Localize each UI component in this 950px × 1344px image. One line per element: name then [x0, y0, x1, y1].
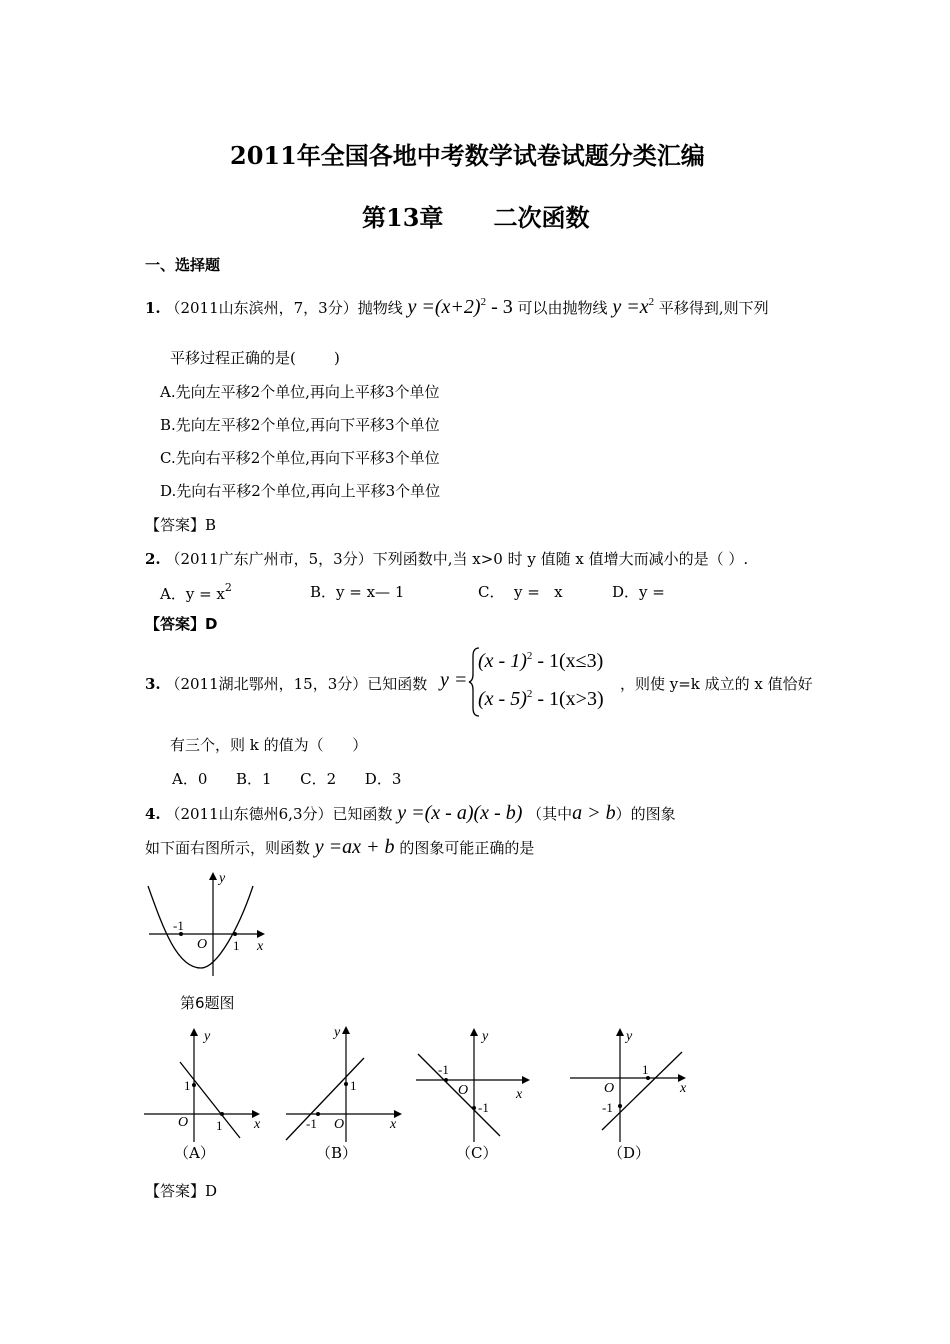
question-1	[145, 296, 769, 319]
q2-option-c: C． y = x	[478, 583, 563, 601]
parabola-one-label: 1	[233, 938, 240, 953]
q3-lhs: y =	[440, 669, 468, 691]
q3-line2: 有三个，则 k 的值为（ ）	[170, 736, 368, 754]
question-2	[145, 548, 748, 569]
parabola-figure	[145, 868, 275, 978]
q1-option-a: A.先向左平移2个单位,再向上平移3个单位	[160, 383, 440, 401]
graph-c-y-label: y	[482, 1029, 489, 1044]
graph-c-x-intercept-label: -1	[438, 1062, 449, 1077]
graph-b-x-intercept-label: -1	[306, 1116, 317, 1131]
graph-d	[566, 1022, 696, 1144]
q4-condition: a > b	[572, 802, 616, 824]
q3-number: 3.	[145, 675, 161, 693]
graph-d-origin-label: O	[604, 1081, 615, 1096]
parabola-x-label: x	[257, 939, 264, 954]
parabola-origin-label: O	[197, 937, 208, 952]
graph-c-y-intercept-label: -1	[478, 1100, 489, 1115]
graph-d-y-intercept-label: -1	[602, 1100, 613, 1115]
q3-source: （2011湖北鄂州，15，3分）已知函数	[165, 675, 428, 693]
graph-a-y-intercept-label: 1	[184, 1078, 191, 1093]
graph-c-origin-label: O	[458, 1083, 469, 1098]
q1-source: （2011山东滨州，7，3分）抛物线	[165, 299, 403, 317]
q3-tail: ，则使 y=k 成立的 x 值恰好	[620, 675, 813, 693]
chapter-title: 第13章 二次函数	[362, 203, 590, 232]
q3-case1: (x - 1)$^2$ - 1(x≤3)	[478, 650, 604, 672]
q1-formula2: $y =x^2$	[612, 296, 655, 318]
graph-b	[282, 1018, 412, 1144]
graph-d-x-label: x	[680, 1081, 687, 1096]
graph-c	[412, 1022, 542, 1144]
graph-b-x-label: x	[390, 1117, 397, 1132]
q1-tail: 平移得到,则下列	[658, 299, 769, 317]
q1-answer: 【答案】B	[145, 516, 217, 534]
q4-formula: y =(x - a)(x - b)	[397, 802, 523, 824]
graph-a-label: （A）	[174, 1144, 215, 1162]
q4-number: 4.	[145, 805, 161, 823]
q2-option-a: A．$y = x^2$	[160, 581, 232, 603]
q1-option-d: D.先向右平移2个单位,再向上平移3个单位	[160, 482, 441, 500]
graph-a-x-intercept-label: 1	[216, 1118, 223, 1133]
q4-source: （2011山东德州6,3分）已知函数	[165, 805, 393, 823]
graph-a-y-label: y	[204, 1029, 211, 1044]
question-4	[145, 802, 676, 825]
q1-formula1: $y =(x+2)^2 - 3$	[407, 296, 513, 318]
q4-paren-open: （其中	[527, 805, 573, 823]
page-title: 2011年全国各地中考数学试卷试题分类汇编	[230, 141, 705, 170]
graph-a-x-label: x	[254, 1117, 261, 1132]
q2-option-d: D．y =	[612, 583, 665, 601]
section-heading: 一、选择题	[145, 256, 221, 274]
q3-case2: (x - 5)$^2$ - 1(x>3)	[478, 688, 604, 710]
q2-number: 2.	[145, 550, 161, 568]
q4-answer: 【答案】D	[145, 1182, 218, 1200]
graph-b-origin-label: O	[334, 1117, 345, 1132]
graph-a	[140, 1022, 270, 1144]
parabola-y-label: y	[219, 871, 226, 886]
graph-b-label: （B）	[316, 1144, 358, 1162]
q2-option-b: B．y = x— 1	[310, 583, 405, 601]
q1-number: 1.	[145, 299, 161, 317]
q4-formula2: y =ax + b	[314, 836, 395, 858]
parabola-minus-one-label: -1	[173, 918, 184, 933]
q2-text: （2011广东广州市，5，3分）下列函数中,当 x>0 时 y 值随 x 值增大而减小的是（ ）.	[165, 550, 749, 568]
q1-mid: 可以由抛物线	[517, 299, 608, 317]
question-3	[145, 673, 427, 694]
q1-line2: 平移过程正确的是( )	[170, 349, 340, 367]
graph-d-x-intercept-label: 1	[642, 1062, 649, 1077]
graph-d-y-label: y	[626, 1029, 633, 1044]
q4-paren-close: ）的图象	[615, 805, 676, 823]
graph-b-y-label: y	[334, 1025, 341, 1040]
graph-a-origin-label: O	[178, 1115, 189, 1130]
q3-options: A．0 B．1 C．2 D．3	[172, 770, 402, 788]
q1-option-b: B.先向左平移2个单位,再向下平移3个单位	[160, 416, 440, 434]
graph-c-label: （C）	[456, 1144, 498, 1162]
graph-b-y-intercept-label: 1	[350, 1078, 357, 1093]
graph-c-x-label: x	[516, 1087, 523, 1102]
q4-line2: 如下面右图所示，则函数 y =ax + b 的图象可能正确的是	[145, 836, 535, 858]
graph-d-label: （D）	[608, 1144, 651, 1162]
q1-option-c: C.先向右平移2个单位,再向下平移3个单位	[160, 449, 440, 467]
q2-answer: 【答案】D	[145, 615, 218, 633]
figure-caption: 第6题图	[180, 994, 235, 1012]
